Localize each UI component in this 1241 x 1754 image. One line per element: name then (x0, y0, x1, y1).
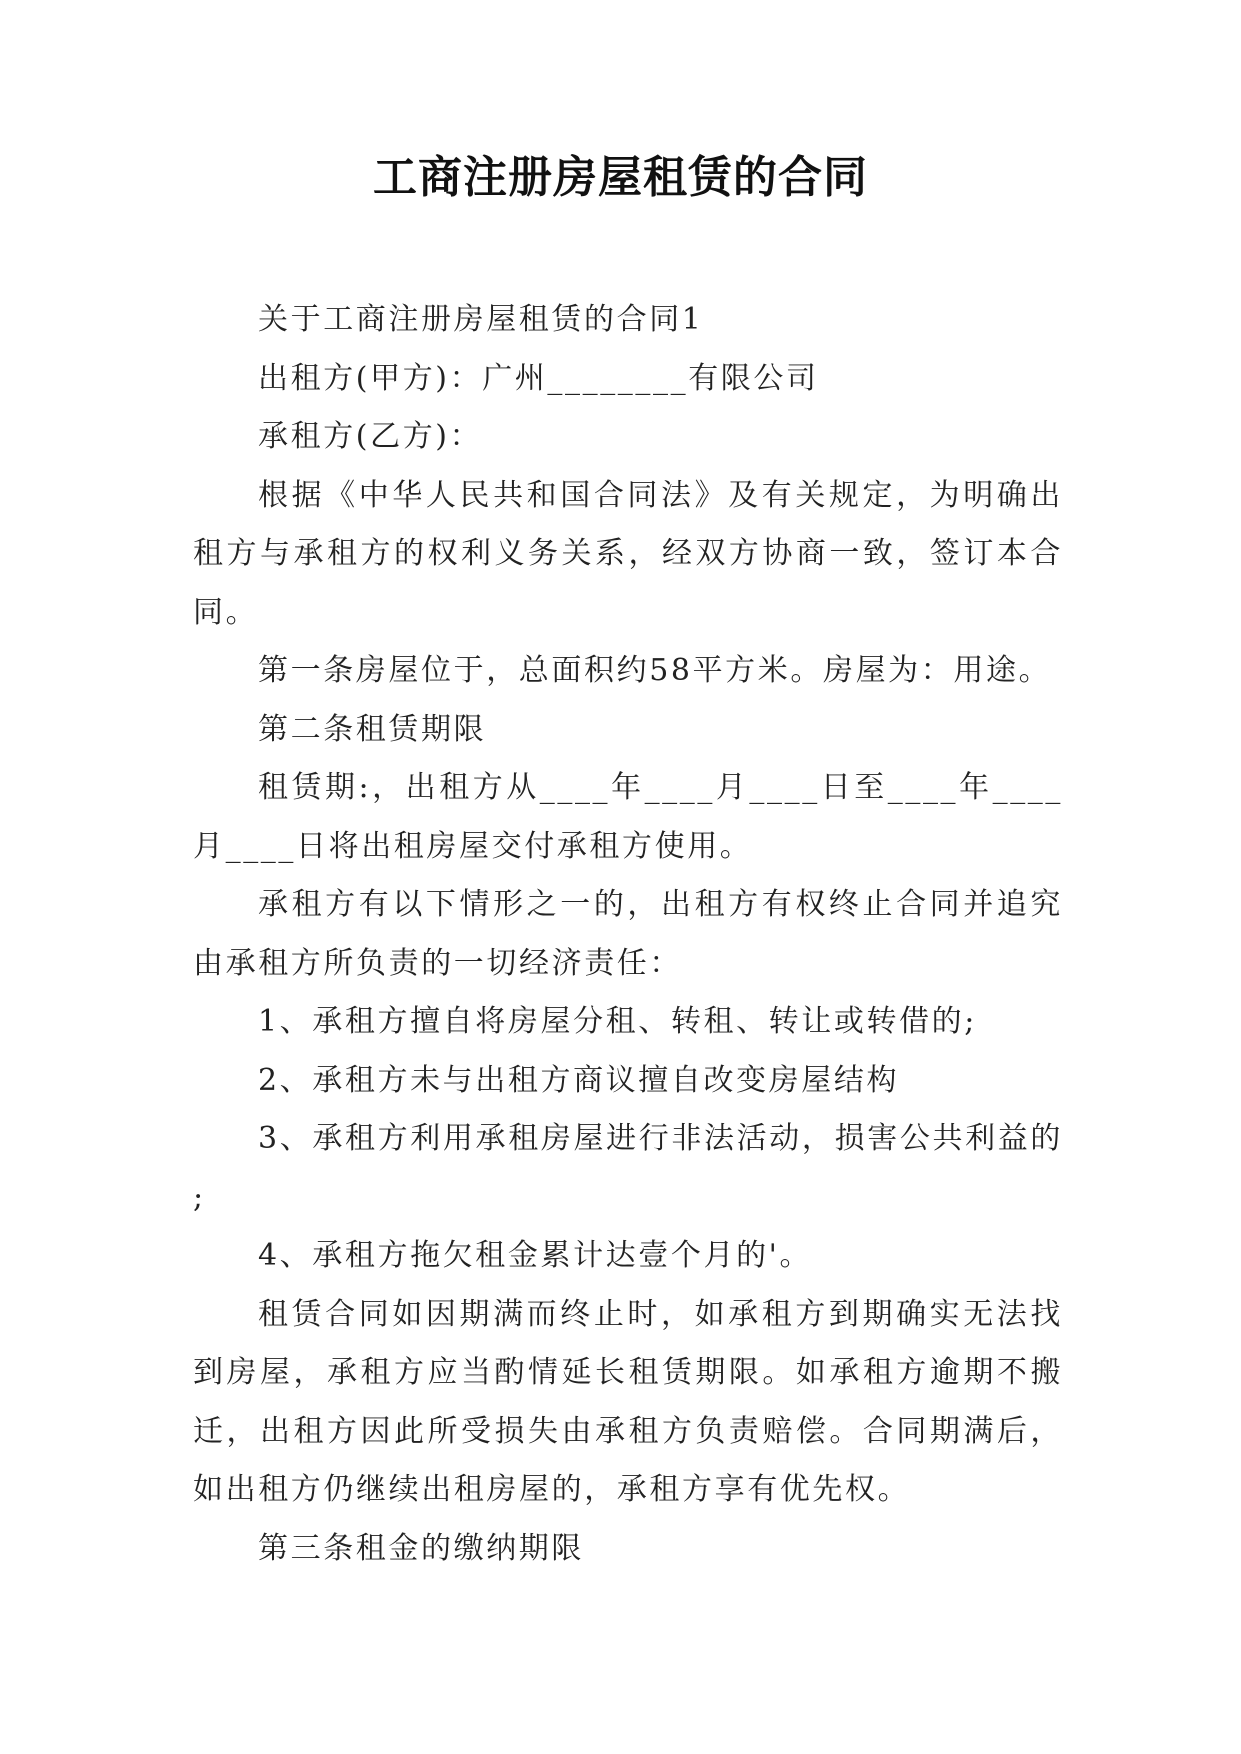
paragraph-lessee: 承租方(乙方)： (258, 419, 483, 454)
paragraph-condition-4: 4、承租方拖欠租金累计达壹个月的'。 (258, 1238, 813, 1273)
paragraph-condition-1: 1、承租方擅自将房屋分租、转租、转让或转借的; (258, 1004, 977, 1039)
paragraph-article-1: 第一条房屋位于，总面积约58平方米。房屋为：用途。 (258, 653, 1052, 688)
paragraph-lease-term: 租赁期:，出租方从____年____月____日至____年____月____日将出租房屋交付承租方使用。 (193, 770, 1063, 864)
paragraph-lessor: 出租方(甲方)：广州________有限公司 (258, 360, 819, 396)
paragraph-article-3-heading: 第三条租金的缴纳期限 (258, 1530, 584, 1566)
document-body (193, 291, 1063, 1578)
document-title: 工商注册房屋租赁的合同 (373, 152, 868, 203)
paragraph-condition-3: 3、承租方利用承租房屋进行非法活动，损害公共利益的; (193, 1121, 1063, 1215)
paragraph-preamble: 根据《中华人民共和国合同法》及有关规定，为明确出租方与承租方的权利义务关系，经双方协商一致，签订本合同。 (193, 477, 1063, 630)
paragraph-article-2-heading: 第二条租赁期限 (258, 711, 487, 747)
paragraph-termination-conditions: 承租方有以下情形之一的，出租方有权终止合同并追究由承租方所负责的一切经济责任： (193, 887, 1063, 981)
paragraph-expiry-terms: 租赁合同如因期满而终止时，如承租方到期确实无法找到房屋，承租方应当酌情延长租赁期限。如承租方逾期不搬迁，出租方因此所受损失由承租方负责赔偿。合同期满后，如出租方仍继续出租房屋的，承租方享有优先权。 (193, 1296, 1063, 1507)
paragraph-condition-2: 2、承租方未与出租方商议擅自改变房屋结构 (258, 1062, 900, 1098)
paragraph-contract-heading: 关于工商注册房屋租赁的合同1 (258, 302, 704, 337)
